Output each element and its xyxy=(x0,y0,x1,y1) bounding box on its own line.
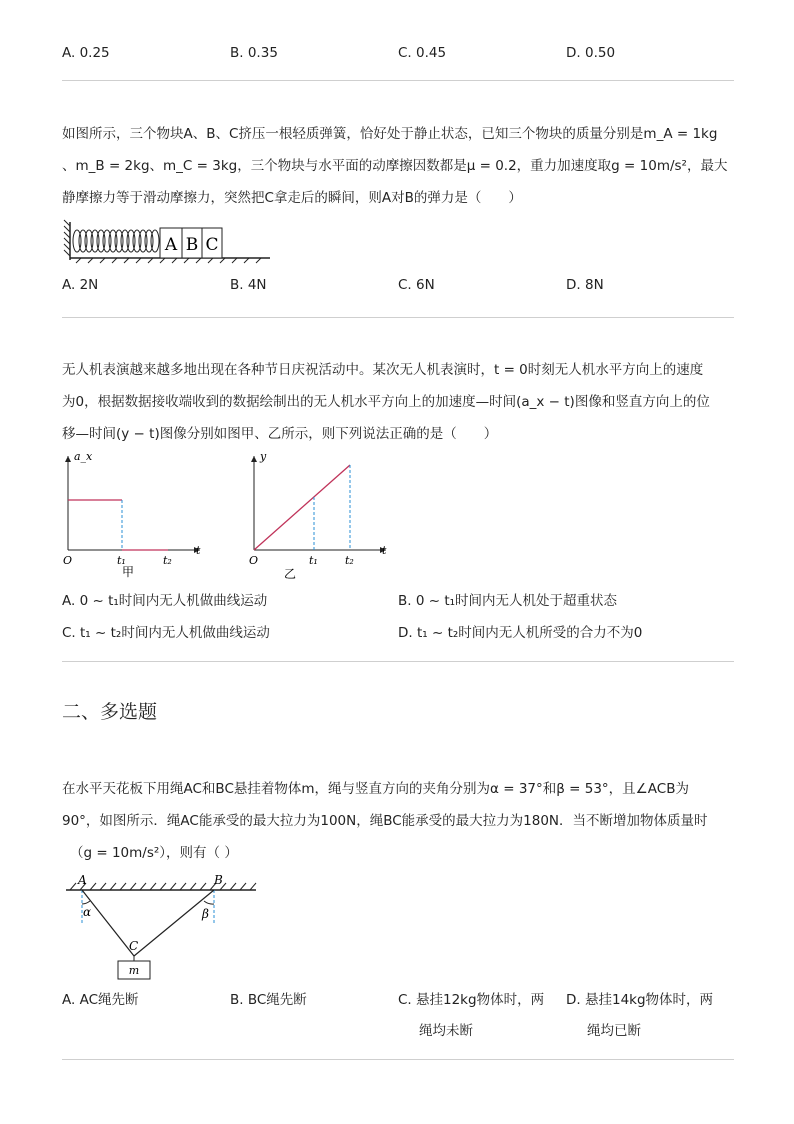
x-axis-label: t xyxy=(382,544,387,557)
block-a-label: A xyxy=(164,235,178,255)
option-d: D. 8N xyxy=(566,277,604,293)
rope-bc xyxy=(134,890,214,956)
beta-label: β xyxy=(202,907,209,921)
option-b: B. 4N xyxy=(230,277,267,293)
option-d: D. 0.50 xyxy=(566,45,616,61)
question-line: 90°，如图所示．绳AC能承受的最大拉力为100N，绳BC能承受的最大拉力为180N．当不断增加物体质量时 xyxy=(62,813,708,829)
x-axis-label: t xyxy=(196,544,201,557)
t1-label: t₁ xyxy=(117,554,126,567)
graph-caption: 乙 xyxy=(284,567,297,581)
t2-label: t₂ xyxy=(163,554,172,567)
option-d-continuation: 绳均已断 xyxy=(587,1023,641,1039)
block-b-label: B xyxy=(185,235,199,255)
divider xyxy=(62,661,734,662)
option-d: D. t₁ ~ t₂时间内无人机所受的合力不为0 xyxy=(398,625,643,641)
option-c: C. 0.45 xyxy=(398,45,447,61)
divider xyxy=(62,80,734,81)
option-c: C. t₁ ~ t₂时间内无人机做曲线运动 xyxy=(62,625,270,641)
question-line: 无人机表演越来越多地出现在各种节日庆祝活动中。某次无人机表演时，t = 0时刻无人机水平方向上的速度 xyxy=(62,362,704,378)
point-a-label: A xyxy=(78,873,87,887)
question-spring-text xyxy=(62,118,742,214)
option-c: C. 6N xyxy=(398,277,435,293)
graph-y-t xyxy=(246,448,396,583)
origin-label: O xyxy=(249,554,259,567)
angle-alpha-arc xyxy=(82,901,90,904)
option-a: A. 0 ~ t₁时间内无人机做曲线运动 xyxy=(62,593,268,609)
option-d: D. 悬挂14kg物体时，两 xyxy=(566,992,714,1008)
question-line: （g = 10m/s²），则有（ ） xyxy=(70,845,238,861)
option-c-continuation: 绳均未断 xyxy=(419,1023,473,1039)
divider xyxy=(62,1059,734,1060)
rope-ac xyxy=(82,890,134,956)
option-b: B. BC绳先断 xyxy=(230,992,307,1008)
rope-figure xyxy=(62,870,262,982)
graph-ax-t xyxy=(60,448,210,583)
t1-label: t₁ xyxy=(309,554,318,567)
divider xyxy=(62,317,734,318)
point-c-label: C xyxy=(129,939,139,953)
point-b-label: B xyxy=(214,873,223,887)
option-b: B. 0.35 xyxy=(230,45,278,61)
origin-label: O xyxy=(63,554,73,567)
question-line: 、m_B = 2kg、m_C = 3kg，三个物块与水平面的动摩擦因数都是μ = 0.2，重力加速度取g = 10m/s²，最大 xyxy=(62,158,728,174)
y-axis-label: a_x xyxy=(74,450,93,463)
t2-label: t₂ xyxy=(345,554,354,567)
option-a: A. AC绳先断 xyxy=(62,992,139,1008)
displacement-line xyxy=(254,465,350,550)
angle-beta-arc xyxy=(204,901,214,904)
spring-blocks-figure xyxy=(62,216,282,266)
option-b: B. 0 ~ t₁时间内无人机处于超重状态 xyxy=(398,593,618,609)
question-line: 静摩擦力等于滑动摩擦力，突然把C拿走后的瞬间，则A对B的弹力是（ ） xyxy=(62,190,522,206)
question-drone-text xyxy=(62,354,742,450)
question-line: 为0，根据数据接收端收到的数据绘制出的无人机水平方向上的加速度—时间(a_x − t)图像和竖直方向上的位 xyxy=(62,394,710,410)
block-c-label: C xyxy=(205,235,219,255)
y-axis-label: y xyxy=(260,450,267,463)
option-a: A. 0.25 xyxy=(62,45,110,61)
option-c: C. 悬挂12kg物体时，两 xyxy=(398,992,545,1008)
graph-caption: 甲 xyxy=(122,565,135,579)
spring-coil xyxy=(73,230,159,252)
alpha-label: α xyxy=(83,905,92,919)
option-a: A. 2N xyxy=(62,277,99,293)
mass-label: m xyxy=(128,964,140,977)
question-line: 在水平天花板下用绳AC和BC悬挂着物体m，绳与竖直方向的夹角分别为α = 37°和β = 53°，且∠ACB为 xyxy=(62,781,689,797)
question-line: 如图所示，三个物块A、B、C挤压一根轻质弹簧，恰好处于静止状态，已知三个物块的质量分别是m_A = 1kg xyxy=(62,126,718,142)
section-title: 二、多选题 xyxy=(62,701,158,723)
question-rope-text xyxy=(62,773,742,869)
question-line: 移—时间(y − t)图像分别如图甲、乙所示，则下列说法正确的是（ ） xyxy=(62,426,498,442)
